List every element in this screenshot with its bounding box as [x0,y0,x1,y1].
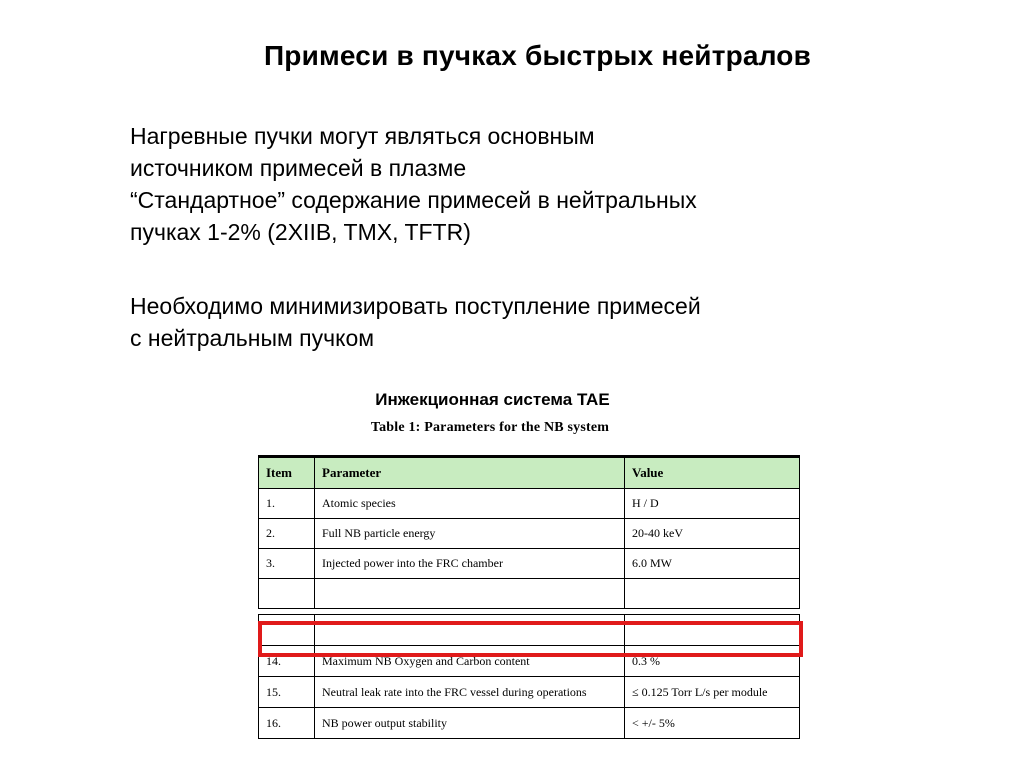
paragraph-line: Необходимо минимизировать поступление примесей [130,293,701,319]
header-item: Item [259,457,315,489]
cell-value: 20-40 keV [625,519,800,549]
table-row [259,708,800,739]
cell-parameter: Atomic species [315,489,625,519]
table-title: Table 1: Parameters for the NB system [370,420,610,435]
cell-fragment [625,579,800,609]
paragraph-minimize-impurity [130,290,890,354]
table-row [259,489,800,519]
cell-value: 6.0 MW [625,549,800,579]
cell-fragment [259,579,315,609]
table-row-fragment [259,579,800,609]
table-row [259,549,800,579]
paragraph-line: пучках 1-2% (2XIIB, TMX, TFTR) [130,219,471,245]
cell-parameter: NB power output stability [315,708,625,739]
table-row [259,677,800,708]
table-row [259,519,800,549]
slide-title: Примеси в пучках быстрых нейтралов [263,40,812,71]
cell-value: < +/- 5% [625,708,800,739]
cell-value: 0.3 % [625,646,800,677]
cell-parameter: Injected power into the FRC chamber [315,549,625,579]
parameters-table-top [258,455,800,609]
paragraph-impurity-source [130,120,890,248]
paragraph-line: Нагревные пучки могут являться основным [130,123,595,149]
paragraph-line: источником примесей в плазме [130,155,467,181]
cell-value: H / D [625,489,800,519]
cell-parameter: Full NB particle energy [315,519,625,549]
table-header-row [259,457,800,489]
cell-fragment [315,579,625,609]
cell-parameter: Neutral leak rate into the FRC vessel during operations [315,677,625,708]
cell-item: 15. [259,677,315,708]
cell-value: ≤ 0.125 Torr L/s per module [625,677,800,708]
cell-item: 1. [259,489,315,519]
cell-item: 2. [259,519,315,549]
cell-parameter: Maximum NB Oxygen and Carbon content [315,646,625,677]
paragraph-line: с нейтральным пучком [130,325,375,351]
table-caption: Инжекционная система TAE [375,390,610,409]
cell-item: 16. [259,708,315,739]
header-parameter: Parameter [315,457,625,489]
cell-item: 3. [259,549,315,579]
paragraph-line: “Стандартное” содержание примесей в нейтральных [130,187,697,213]
cell-item: 14. [259,646,315,677]
header-value: Value [625,457,800,489]
highlight-box-row-14 [258,621,803,657]
